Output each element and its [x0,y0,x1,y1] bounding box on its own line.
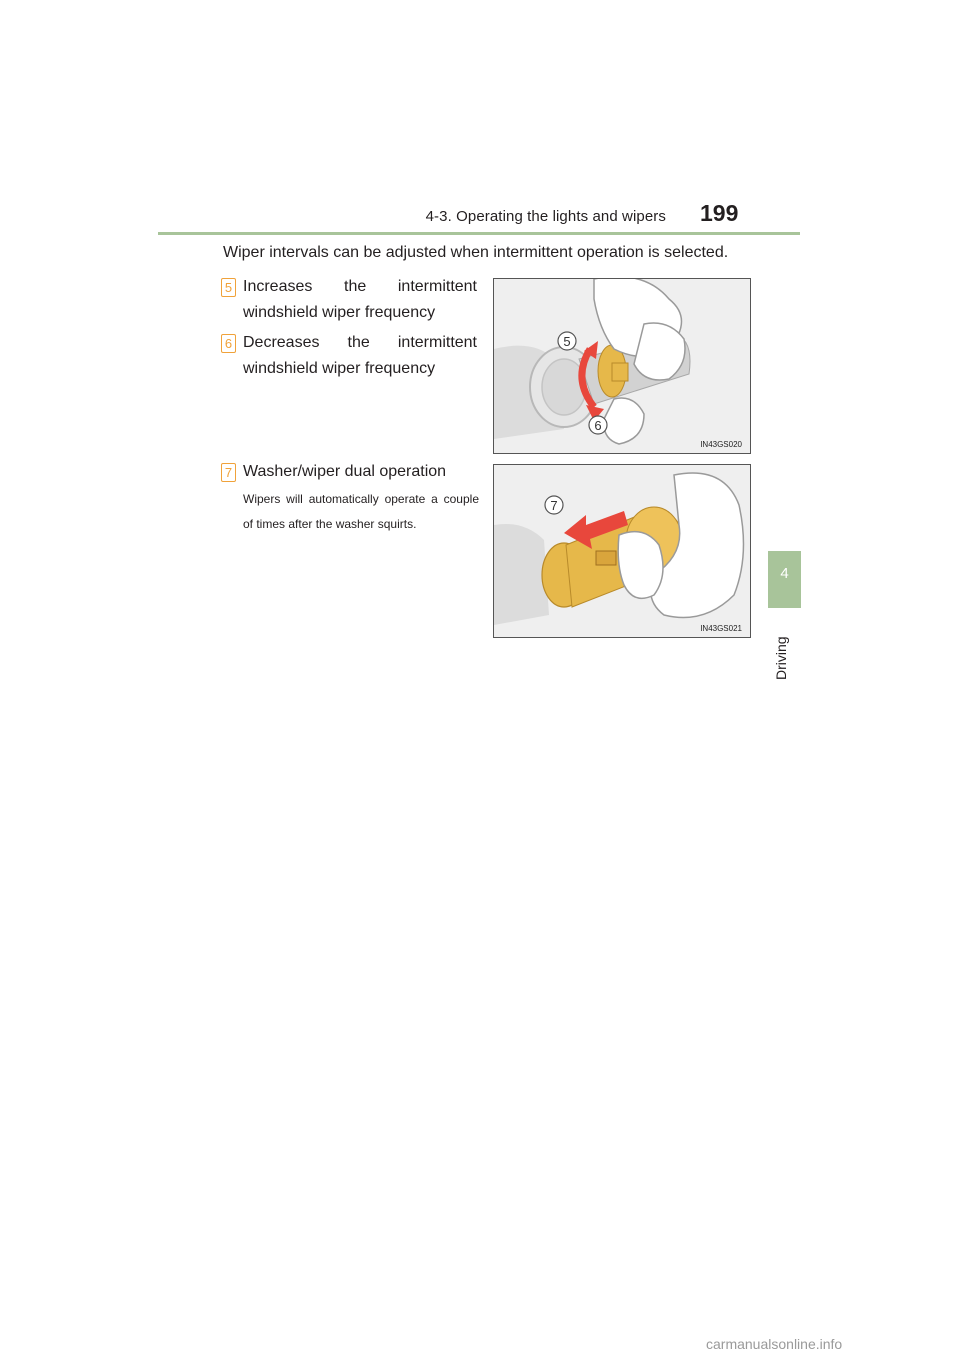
figure-code-2: IN43GS021 [700,624,742,633]
figure-washer-operation [493,464,751,638]
step-text-7: Washer/wiper dual operation [243,463,447,480]
step-text-5: Increases the intermittent windshield wiper frequency [243,278,477,321]
figure-wiper-interval [493,278,751,454]
step-badge-7: 7 [221,463,236,482]
step-note-7: Wipers will automatically operate a couple of times after the washer squirts. [243,492,479,531]
callout-6-label: 6 [594,418,602,433]
section-title: 4-3. Operating the lights and wipers [425,208,666,225]
header-divider [158,232,800,235]
intro-text: Wiper intervals can be adjusted when intermittent operation is selected. [223,244,729,261]
callout-5-label: 5 [563,334,571,349]
footer-watermark: carmanualsonline.info [706,1336,843,1352]
step-badge-5: 5 [221,278,236,297]
figure-code-1: IN43GS020 [700,440,742,449]
wiper-interval-illustration [494,279,750,453]
callout-7-label: 7 [550,498,558,513]
step-text-6: Decreases the intermittent windshield wiper frequency [243,334,477,377]
chapter-label: Driving [773,636,789,680]
step-badge-6: 6 [221,334,236,353]
chapter-number: 4 [780,565,789,582]
washer-operation-illustration [494,465,750,637]
page-number: 199 [700,200,739,226]
